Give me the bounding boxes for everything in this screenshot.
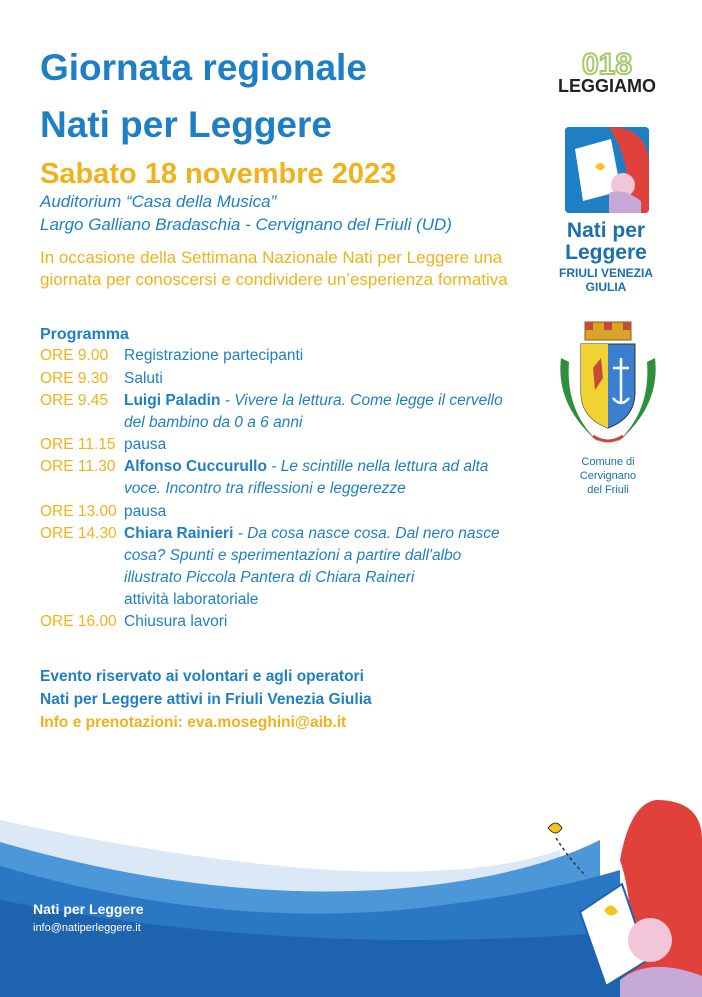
leggiamo-number: 018 [581, 48, 633, 81]
npl-region-line2: GIULIA [585, 280, 627, 294]
speaker-name: Chiara Rainieri [124, 525, 234, 542]
program-time: ORE 11.15 [40, 436, 116, 453]
program-time: ORE 9.45 [40, 392, 109, 409]
comune-label [553, 455, 663, 497]
talk-title: - Vivere la lettura. Come legge il cervello del bambino da 0 a 6 anni [124, 392, 503, 431]
comune-line1: Comune di [581, 456, 635, 468]
event-date: Sabato 18 novembre 2023 [40, 158, 397, 190]
speaker-name: Luigi Paladin [124, 392, 221, 409]
venue-name: Auditorium “Casa della Musica” [40, 192, 277, 211]
npl-name-line1: Nati per [566, 219, 646, 242]
program-row [40, 345, 520, 367]
page-title-line2: Nati per Leggere [40, 104, 332, 145]
program-time: ORE 9.00 [40, 347, 109, 364]
comune-line3: del Friuli [587, 484, 629, 496]
program-row [40, 523, 520, 611]
footer-email-link[interactable]: info@natiperleggere.it [33, 922, 141, 934]
program-text [124, 523, 520, 611]
speaker-name: Alfonso Cuccurullo [124, 458, 267, 475]
program-text [124, 456, 520, 500]
program-text: pausa [124, 503, 167, 520]
talk-extra: attività laboratoriale [124, 591, 259, 608]
audience-note: Nati per Leggere attivi in Friuli Venezia Giulia [40, 691, 372, 708]
program-row [40, 434, 520, 456]
program-text: Registrazione partecipanti [124, 347, 304, 364]
program-text [124, 390, 520, 434]
program-row [40, 611, 520, 633]
intro-text: In occasione della Settimana Nazionale Nati per Leggere una giornata per conoscersi e condividere un’esperienza formativa [40, 248, 508, 289]
booking-info: Info e prenotazioni: eva.moseghini@aib.it [40, 714, 347, 731]
program-row [40, 501, 520, 523]
npl-name-line2: Leggere [565, 241, 647, 264]
npl-region [545, 266, 667, 294]
leggiamo-wordmark: LEGGIAMO [558, 76, 656, 96]
npl-name [545, 220, 667, 264]
audience-note: Evento riservato ai volontari e agli operatori [40, 668, 364, 685]
program-text: pausa [124, 436, 167, 453]
program-time: ORE 13.00 [40, 503, 117, 520]
comune-crest-icon [553, 318, 663, 454]
npl-region-line1: FRIULI VENEZIA [558, 266, 653, 280]
talk-title: - Da cosa nasce cosa. Dal nero nasce cosa? Spunti e sperimentazioni a partire dall'albo illustrato Piccola Pantera di Chiara Raineri [124, 525, 500, 586]
footer-wave-decoration [0, 780, 702, 997]
program-title: Programma [40, 326, 129, 343]
talk-title: - Le scintille nella lettura ad alta voce. Incontro tra riflessioni e leggerezze [124, 458, 489, 497]
program-row [40, 456, 520, 500]
program-row [40, 368, 520, 390]
comune-line2: Cervignano [579, 470, 637, 482]
footer-title: Nati per Leggere [33, 901, 144, 917]
leggiamo-logo [552, 48, 662, 100]
venue-address: Largo Galliano Bradaschia - Cervignano del Friuli (UD) [40, 215, 452, 234]
program-time: ORE 11.30 [40, 458, 116, 475]
page-title-line1: Giornata regionale [40, 47, 367, 88]
npl-logo [565, 127, 649, 213]
program-time: ORE 16.00 [40, 613, 117, 630]
program-text: Chiusura lavori [124, 613, 228, 630]
program-text: Saluti [124, 370, 163, 387]
program-time: ORE 9.30 [40, 370, 109, 387]
reading-child-icon [565, 127, 649, 213]
program-time: ORE 14.30 [40, 525, 117, 542]
program-row [40, 390, 520, 434]
